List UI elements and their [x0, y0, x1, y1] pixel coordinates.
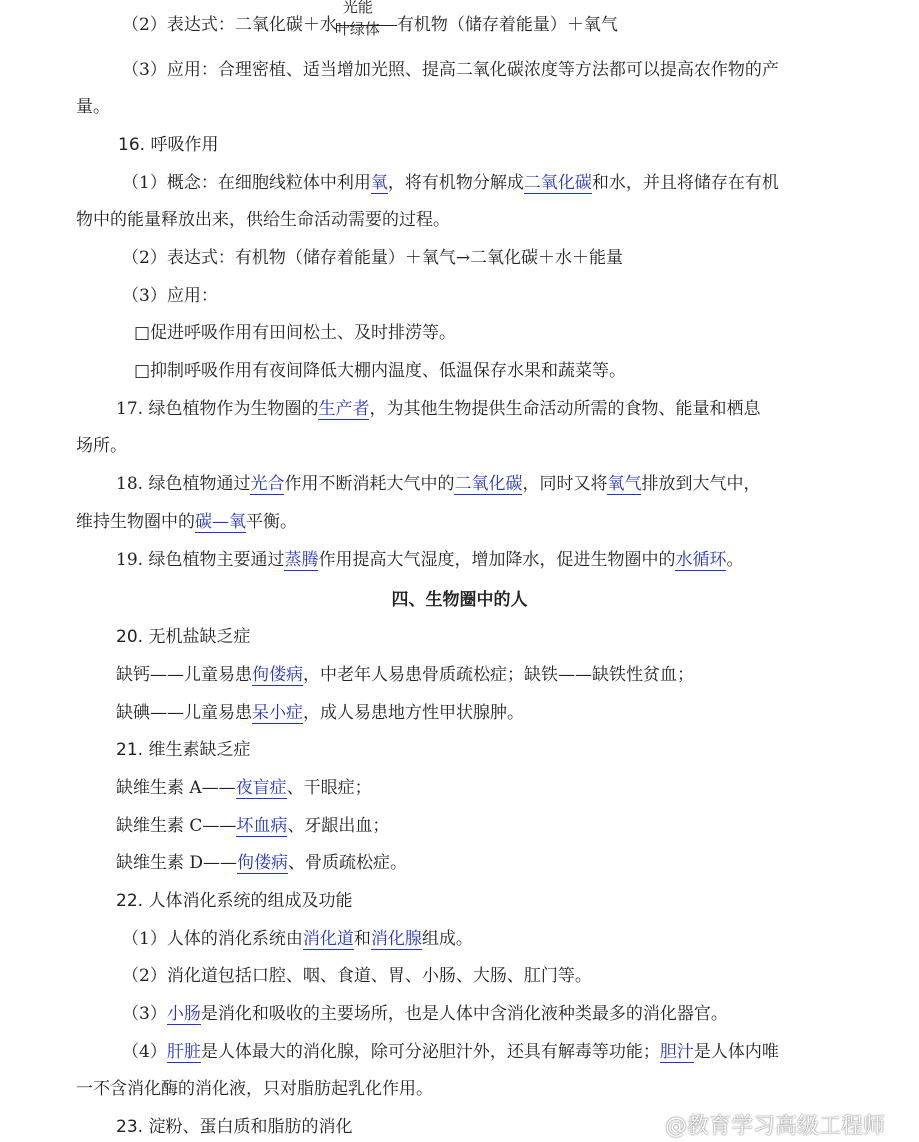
- heading-21: 21. 维生素缺乏症: [116, 740, 251, 760]
- keyword-digestive-tract: 消化道: [302, 929, 354, 949]
- heading-16: 16. 呼吸作用: [118, 135, 219, 155]
- paragraph-line: 缺维生素 C——坏血病、牙龈出血；: [116, 816, 390, 836]
- keyword-oxygen: 氧: [370, 173, 388, 193]
- paragraph-line: 缺维生素 D——佝偻病、骨质疏松症。: [116, 853, 408, 873]
- paragraph-line: 缺维生素 A——夜盲症、干眼症；: [116, 778, 372, 798]
- paragraph-line: 场所。: [76, 436, 127, 456]
- paragraph-line: 一不含消化酶的消化液，只对脂肪起乳化作用。: [76, 1079, 433, 1099]
- keyword-producer: 生产者: [318, 399, 370, 419]
- paragraph-line: 缺钙——儿童易患佝偻病，中老年人易患骨质疏松症；缺铁——缺铁性贫血；: [116, 665, 694, 685]
- paragraph-line: 缺碘——儿童易患呆小症，成人易患地方性甲状腺肿。: [116, 703, 524, 723]
- paragraph-line: （2）消化道包括口腔、咽、食道、胃、小肠、大肠、肛门等。: [122, 966, 592, 986]
- paragraph-line: 18. 绿色植物通过光合作用不断消耗大气中的二氧化碳，同时又将氧气排放到大气中，: [116, 474, 761, 494]
- paragraph-line: 物中的能量释放出来，供给生命活动需要的过程。: [76, 210, 450, 230]
- section-title: 四、生物圈中的人: [391, 590, 528, 610]
- keyword-rickets: 佝偻病: [237, 853, 289, 873]
- keyword-co2: 二氧化碳: [454, 474, 523, 494]
- paragraph-line: 19. 绿色植物主要通过蒸腾作用提高大气湿度，增加降水，促进生物圈中的水循环。: [116, 550, 744, 570]
- watermark: @教育学习高级工程师: [664, 1114, 885, 1139]
- keyword-night-blindness: 夜盲症: [235, 778, 287, 798]
- keyword-digestive-glands: 消化腺: [370, 929, 422, 949]
- paragraph-line: （3）小肠是消化和吸收的主要场所，也是人体中含消化液种类最多的消化器官。: [122, 1004, 728, 1024]
- keyword-scurvy: 坏血病: [236, 816, 288, 836]
- keyword-bile: 胆汁: [659, 1042, 694, 1062]
- keyword-rickets: 佝偻病: [252, 665, 303, 685]
- keyword-oxygen: 氧气: [607, 474, 642, 494]
- paragraph-line: 量。: [76, 97, 110, 117]
- keyword-co2: 二氧化碳: [523, 173, 592, 193]
- checkbox-glyph-icon: □: [134, 323, 151, 343]
- paragraph-line: （2）表达式：有机物（储存着能量）＋氧气→二氧化碳＋水＋能量: [122, 248, 624, 268]
- paragraph-line: （1）概念：在细胞线粒体中利用氧，将有机物分解成二氧化碳和水，并且将储存在有机: [122, 173, 779, 193]
- paragraph-line: （3）应用：: [122, 286, 218, 306]
- paragraph-line: （1）人体的消化系统由消化道和消化腺组成。: [122, 929, 473, 949]
- heading-22: 22. 人体消化系统的组成及功能: [116, 891, 353, 911]
- keyword-carbon-oxygen: 碳—氧: [195, 512, 246, 532]
- keyword-cretinism: 呆小症: [252, 703, 303, 723]
- heading-23: 23. 淀粉、蛋白质和脂肪的消化: [116, 1117, 353, 1137]
- keyword-small-intestine: 小肠: [166, 1004, 201, 1024]
- checkbox-glyph-icon: □: [134, 361, 151, 381]
- arrow-condition-light: 光能: [342, 0, 373, 16]
- reaction-arrow: [334, 0, 397, 38]
- keyword-water-cycle: 水循环: [675, 550, 727, 570]
- photosynthesis-expression: （2）表达式：二氧化碳＋水 光能 叶绿体 有机物（储存着能量）＋氧气: [122, 14, 618, 36]
- paragraph-line: 维持生物圈中的碳—氧平衡。: [76, 512, 297, 532]
- paragraph-line: （4）肝脏是人体最大的消化腺，除可分泌胆汁外，还具有解毒等功能；胆汁是人体内唯: [122, 1042, 779, 1062]
- keyword-photosynthesis: 光合: [250, 474, 285, 494]
- bullet-item: □促进呼吸作用有田间松土、及时排涝等。: [134, 323, 457, 343]
- paragraph-line: 17. 绿色植物作为生物圈的生产者，为其他生物提供生命活动所需的食物、能量和栖息: [116, 399, 761, 419]
- keyword-liver: 肝脏: [166, 1042, 201, 1062]
- paragraph-line: （3）应用：合理密植、适当增加光照、提高二氧化碳浓度等方法都可以提高农作物的产: [122, 60, 779, 80]
- bullet-item: □抑制呼吸作用有夜间降低大棚内温度、低温保存水果和蔬菜等。: [134, 361, 627, 381]
- arrow-condition-chloroplast: 叶绿体: [334, 20, 380, 38]
- keyword-transpiration: 蒸腾: [284, 550, 319, 570]
- heading-20: 20. 无机盐缺乏症: [116, 627, 251, 647]
